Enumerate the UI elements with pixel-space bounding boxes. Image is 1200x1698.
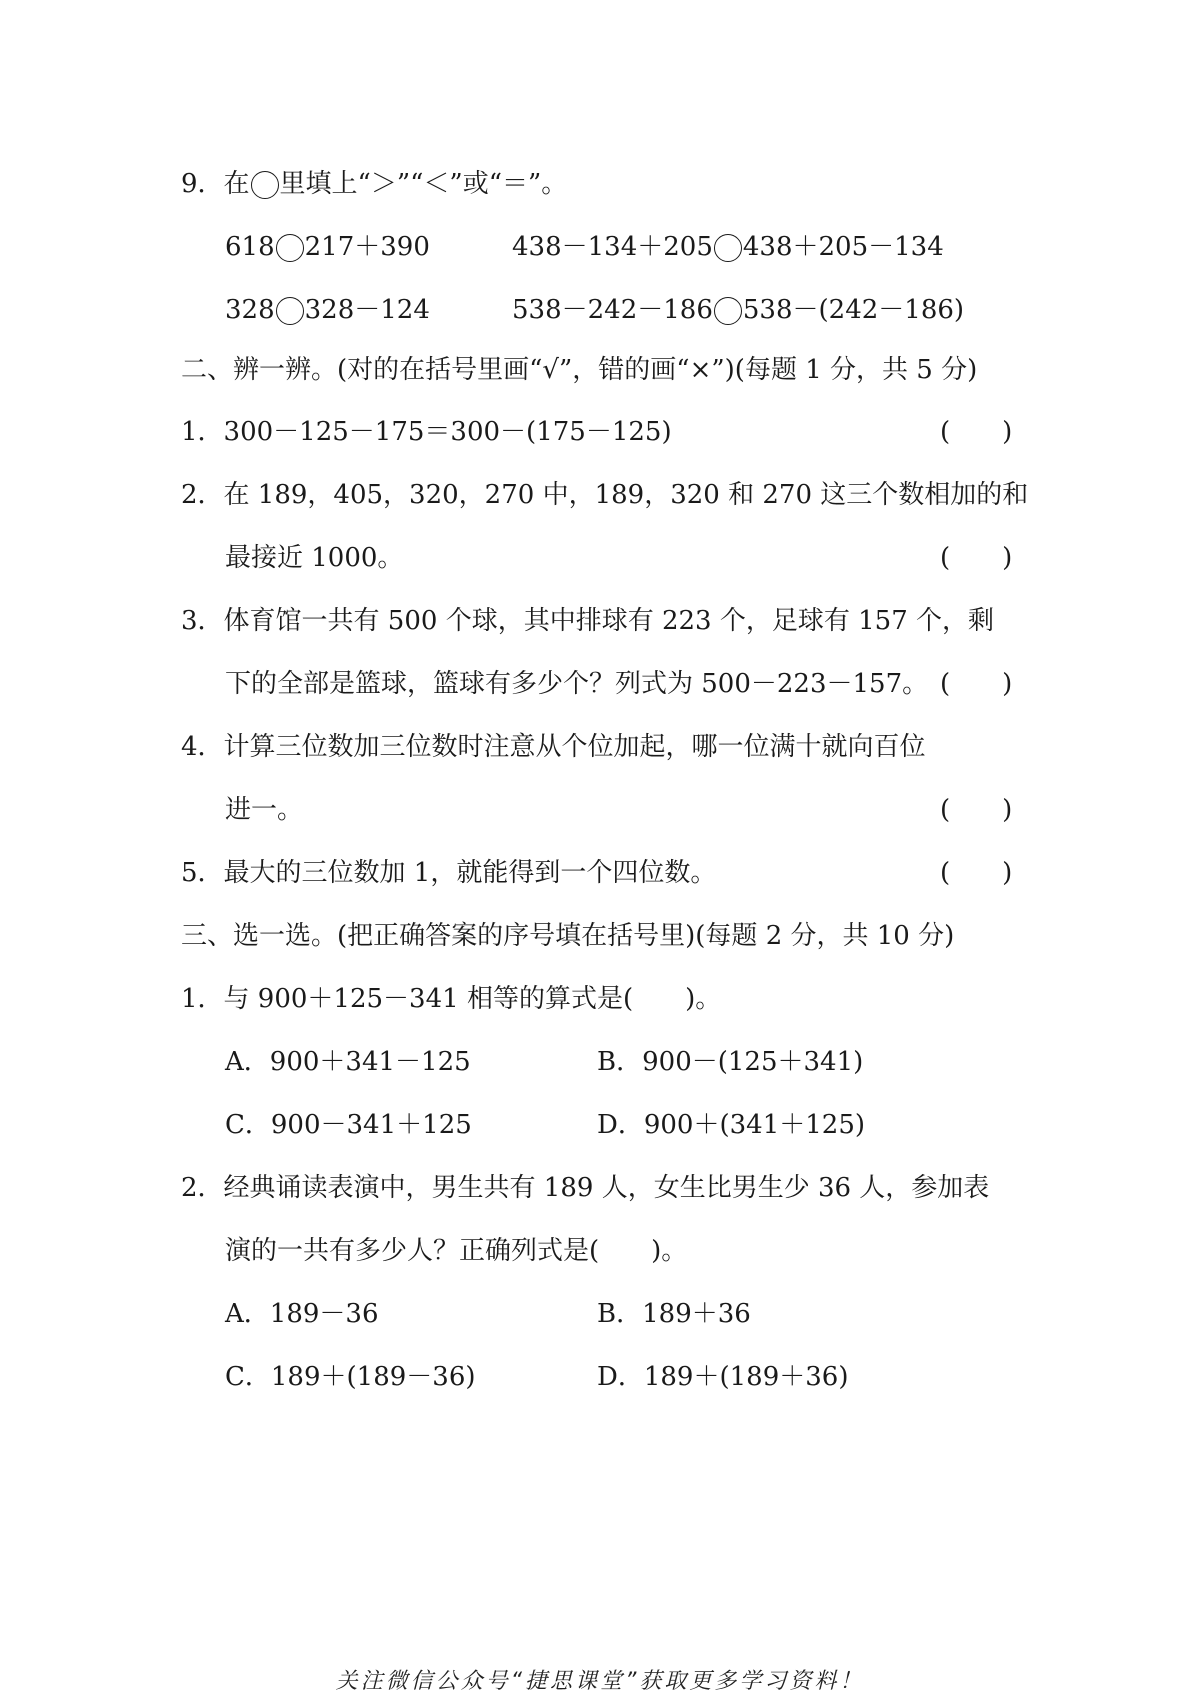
answer-paren[interactable]: ( )	[940, 858, 1013, 888]
q9-title: 9．在 里填上“＞”“＜”或“＝”。	[181, 169, 568, 199]
judge-item-1: 1．300－125－175＝300－(175－125)	[181, 417, 672, 447]
judge-item-5: 5．最大的三位数加 1，就能得到一个四位数。	[181, 858, 717, 888]
q9-row1-b: 438－134＋205 438＋205－134	[512, 232, 944, 262]
compare-circle-icon[interactable]	[276, 297, 304, 325]
choice-q1-stem: 1．与 900＋125－341 相等的算式是( )。	[181, 984, 722, 1014]
answer-paren[interactable]: ( )	[940, 795, 1013, 825]
choice-q1-option-b[interactable]: B．900－(125＋341)	[597, 1047, 864, 1077]
choice-q2-option-a[interactable]: A．189－36	[225, 1299, 379, 1329]
choice-q2-stem: 2．经典诵读表演中，男生共有 189 人，女生比男生少 36 人，参加表	[181, 1173, 990, 1203]
compare-circle-icon[interactable]	[276, 234, 304, 262]
answer-paren[interactable]: ( )	[940, 543, 1013, 573]
section3-title: 三、选一选。(把正确答案的序号填在括号里)(每题 2 分，共 10 分)	[181, 921, 955, 951]
choice-q1-option-a[interactable]: A．900＋341－125	[225, 1047, 471, 1077]
judge-item-4: 4．计算三位数加三位数时注意从个位加起，哪一位满十就向百位	[181, 732, 926, 762]
judge-item-3: 3．体育馆一共有 500 个球，其中排球有 223 个，足球有 157 个，剩	[181, 606, 995, 636]
judge-item-2: 2．在 189，405，320，270 中，189，320 和 270 这三个数相加的和	[181, 480, 1029, 510]
q9-row1-a: 618 217＋390	[225, 232, 430, 262]
choice-q2-option-b[interactable]: B．189＋36	[597, 1299, 751, 1329]
choice-q2-option-c[interactable]: C．189＋(189－36)	[225, 1362, 476, 1392]
answer-paren[interactable]: ( )	[940, 669, 1013, 699]
compare-circle-icon[interactable]	[714, 234, 742, 262]
answer-paren[interactable]: ( )	[940, 417, 1013, 447]
section2-title: 二、辨一辨。(对的在括号里画“√”，错的画“×”)(每题 1 分，共 5 分)	[181, 355, 978, 385]
q9-row2-b: 538－242－186 538－(242－186)	[512, 295, 965, 325]
judge-item-2-cont: 最接近 1000。	[225, 543, 404, 573]
choice-q1-option-d[interactable]: D．900＋(341＋125)	[597, 1110, 866, 1140]
footer-note: 关注微信公众号“捷思课堂”获取更多学习资料！	[335, 1669, 865, 1694]
choice-q2-option-d[interactable]: D．189＋(189＋36)	[597, 1362, 849, 1392]
q9-row2-a: 328 328－124	[225, 295, 430, 325]
answer-circle-icon	[251, 171, 279, 199]
choice-q1-option-c[interactable]: C．900－341＋125	[225, 1110, 472, 1140]
judge-item-4-cont: 进一。	[225, 795, 304, 825]
judge-item-3-cont: 下的全部是篮球，篮球有多少个？列式为 500－223－157。	[225, 669, 929, 699]
choice-q2-stem-cont: 演的一共有多少人？正确列式是( )。	[225, 1236, 688, 1266]
compare-circle-icon[interactable]	[714, 297, 742, 325]
